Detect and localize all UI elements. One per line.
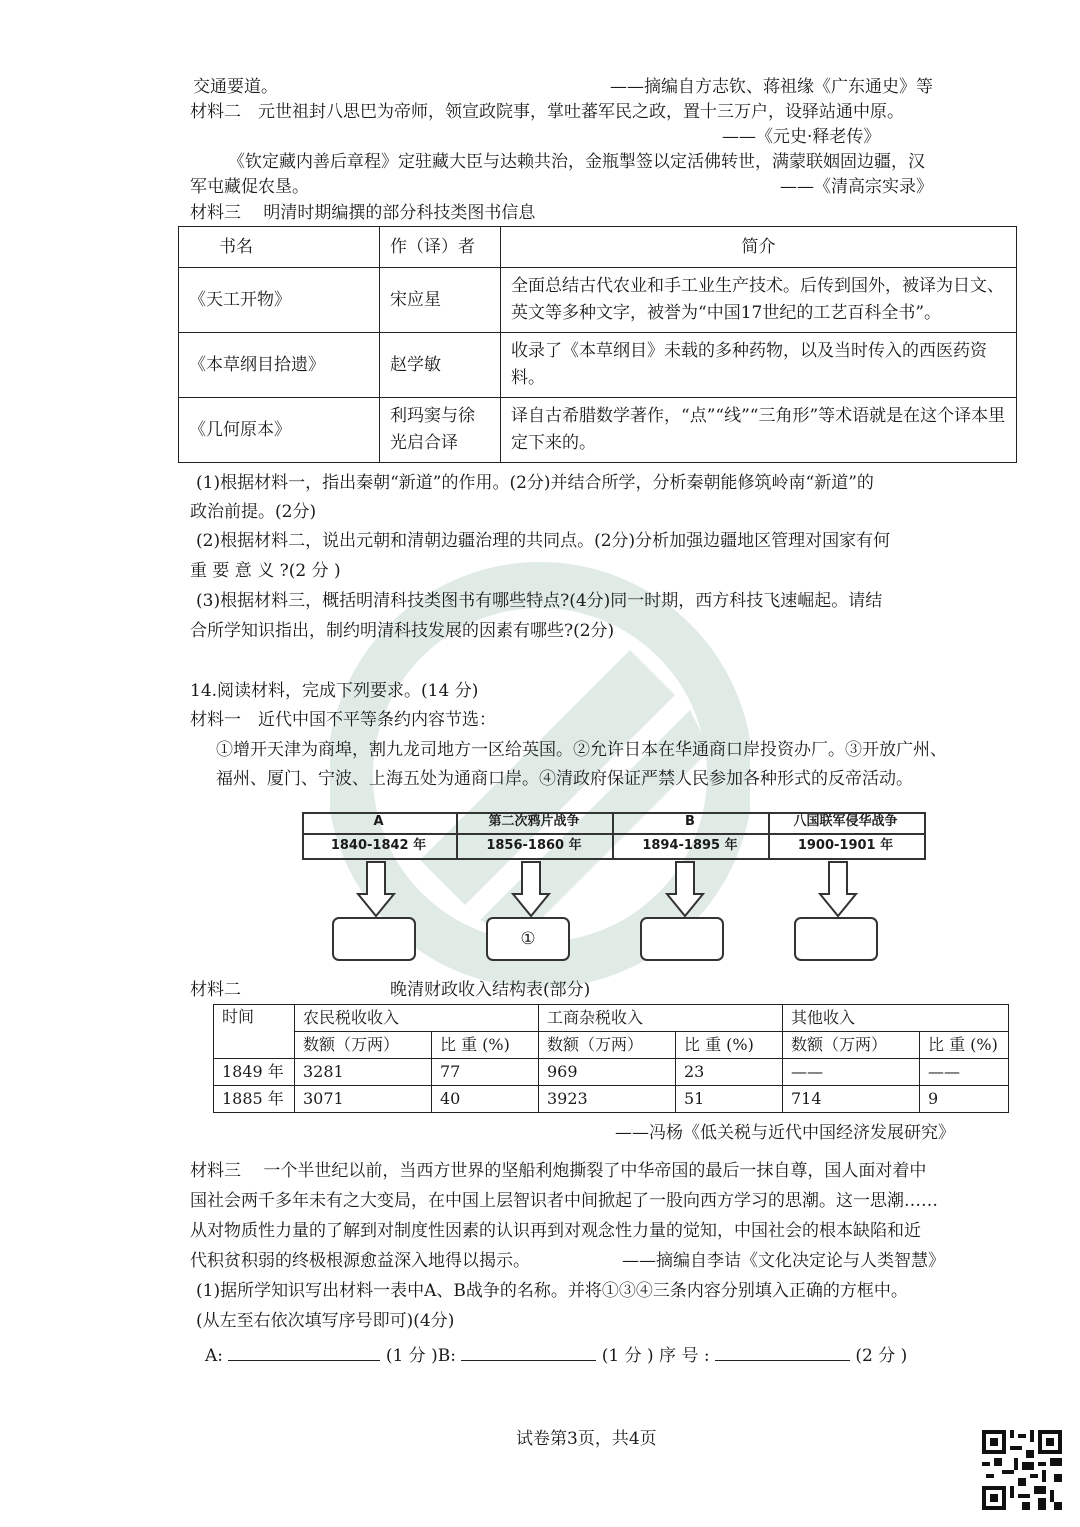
table-row bbox=[214, 1086, 1009, 1113]
table-cell: 23 bbox=[676, 1059, 783, 1086]
war-label: A bbox=[373, 814, 384, 829]
points-label: (1 分 ) 序 号 : bbox=[601, 1346, 710, 1366]
header-cell: 工商杂税收入 bbox=[539, 1005, 783, 1032]
header-cell: 简介 bbox=[501, 227, 1017, 268]
header-cell: 比 重 (%) bbox=[920, 1032, 1009, 1059]
header-cell: 数额（万两） bbox=[539, 1032, 676, 1059]
war-label: 第二次鸦片战争 bbox=[488, 814, 580, 829]
timeline-lines bbox=[300, 810, 926, 920]
question-14-title: 14.阅读材料，完成下列要求。(14 分) bbox=[190, 681, 479, 701]
blank-sequence-field[interactable] bbox=[715, 1344, 850, 1361]
table-cell: 714 bbox=[783, 1086, 920, 1113]
material-2-title: 晚清财政收入结构表(部分) bbox=[390, 980, 591, 1000]
question-14-1: (从左至右依次填写序号即可)(4分) bbox=[196, 1311, 455, 1331]
down-arrow-icon bbox=[358, 862, 394, 916]
question-13-2: (2)根据材料二，说出元朝和清朝边疆治理的共同点。(2分)分析加强边疆地区管理对国家有何 bbox=[196, 531, 891, 551]
table-cell: 3281 bbox=[295, 1059, 432, 1086]
question-13-3: (3)根据材料三，概括明清科技类图书有哪些特点?(4分)同一时期，西方科技飞速崛起。请结 bbox=[196, 591, 883, 611]
table-cell: —— bbox=[920, 1059, 1009, 1086]
table-cell: 3071 bbox=[295, 1086, 432, 1113]
material-3-text: 材料三 一个半世纪以前，当西方世界的坚船利炮撕裂了中华帝国的最后一抹自尊，国人面对着中 bbox=[190, 1161, 927, 1181]
table-cell: 1849 年 bbox=[214, 1059, 295, 1086]
table-cell: 9 bbox=[920, 1086, 1009, 1113]
question-13-2: 重 要 意 义 ?(2 分 ) bbox=[190, 561, 341, 581]
text-line: 交通要道。 bbox=[193, 77, 278, 97]
points-label: (1 分 )B: bbox=[385, 1346, 456, 1366]
answer-box: ① bbox=[486, 917, 570, 961]
header-cell: 时间 bbox=[214, 1005, 295, 1059]
down-arrow-icon bbox=[667, 862, 703, 916]
table-cell: 969 bbox=[539, 1059, 676, 1086]
points-label: (2 分 ) bbox=[855, 1346, 908, 1366]
answer-box bbox=[332, 917, 416, 961]
year-label: 1856-1860 年 bbox=[486, 838, 582, 853]
material-1-text: ①增开天津为商埠，割九龙司地方一区给英国。②允许日本在华通商口岸投资办厂。③开放广州、 bbox=[216, 740, 947, 760]
table-cell: 译自古希腊数学著作，“点”“线”“三角形”等术语就是在这个译本里定下来的。 bbox=[501, 398, 1017, 463]
material-1-title: 材料一 近代中国不平等条约内容节选： bbox=[190, 710, 496, 730]
war-label: 八国联军侵华战争 bbox=[793, 814, 898, 829]
blank-a-field[interactable] bbox=[228, 1344, 380, 1361]
source-citation: ——冯杨《低关税与近代中国经济发展研究》 bbox=[615, 1123, 955, 1143]
page-footer: 试卷第3页，共4页 bbox=[516, 1429, 657, 1449]
answer-line bbox=[205, 1344, 907, 1367]
table-cell: 宋应星 bbox=[380, 268, 501, 333]
war-label: B bbox=[685, 814, 695, 829]
table-row bbox=[214, 1059, 1009, 1086]
qr-code-icon bbox=[982, 1430, 1062, 1510]
source-citation: ——摘编自方志钦、蒋祖缘《广东通史》等 bbox=[610, 77, 933, 97]
header-cell: 数额（万两） bbox=[783, 1032, 920, 1059]
year-label: 1894-1895 年 bbox=[642, 838, 738, 853]
material-3-text: 国社会两千多年未有之大变局，在中国上层智识者中间掀起了一股向西方学习的思潮。这一思潮…… bbox=[190, 1191, 938, 1211]
book-table bbox=[178, 226, 1017, 463]
blank-b-field[interactable] bbox=[461, 1344, 596, 1361]
material-1-text: 福州、厦门、宁波、上海五处为通商口岸。④清政府保证严禁人民参加各种形式的反帝活动。 bbox=[216, 769, 913, 789]
material-3-text: 从对物质性力量的了解到对制度性因素的认识再到对观念性力量的觉知，中国社会的根本缺陷和近 bbox=[190, 1221, 921, 1241]
question-13-1: (1)根据材料一，指出秦朝“新道”的作用。(2分)并结合所学，分析秦朝能修筑岭南“新道”的 bbox=[196, 473, 874, 493]
header-cell: 比 重 (%) bbox=[676, 1032, 783, 1059]
blank-a-label: A: bbox=[205, 1346, 224, 1366]
material-2-text: 材料二 元世祖封八思巴为帝师，领宣政院事，掌吐蕃军民之政，置十三万户，设驿站通中原。 bbox=[190, 102, 904, 122]
table-cell: 全面总结古代农业和手工业生产技术。后传到国外，被译为日文、英文等多种文字，被誉为“中国17世纪的工艺百科全书”。 bbox=[501, 268, 1017, 333]
question-14-1: (1)据所学知识写出材料一表中A、B战争的名称。并将①③④三条内容分别填入正确的方框中。 bbox=[196, 1281, 908, 1301]
header-cell: 比 重 (%) bbox=[432, 1032, 539, 1059]
year-label: 1900-1901 年 bbox=[797, 838, 894, 853]
question-13-3: 合所学知识指出，制约明清科技发展的因素有哪些?(2分) bbox=[190, 621, 615, 641]
year-label: 1840-1842 年 bbox=[330, 838, 427, 853]
text-line: 军屯藏促农垦。 bbox=[190, 177, 309, 197]
answer-box bbox=[640, 917, 724, 961]
header-cell: 作（译）者 bbox=[380, 227, 501, 268]
table-cell: —— bbox=[783, 1059, 920, 1086]
header-cell: 数额（万两） bbox=[295, 1032, 432, 1059]
down-arrow-icon bbox=[820, 862, 856, 916]
source-citation: ——《清高宗实录》 bbox=[780, 177, 933, 197]
material-3-text: 代积贫积弱的终极根源愈益深入地得以揭示。 bbox=[190, 1251, 530, 1271]
table-cell: 3923 bbox=[539, 1086, 676, 1113]
table-cell: 《本草纲目拾遗》 bbox=[179, 333, 380, 398]
down-arrow-icon bbox=[513, 862, 549, 916]
table-cell: 赵学敏 bbox=[380, 333, 501, 398]
table-cell: 《几何原本》 bbox=[179, 398, 380, 463]
question-13-1: 政治前提。(2分) bbox=[190, 502, 317, 522]
material-2-label: 材料二 bbox=[190, 980, 241, 1000]
material-3-title: 材料三 明清时期编撰的部分科技类图书信息 bbox=[190, 203, 536, 223]
text-line: 《钦定藏内善后章程》定驻藏大臣与达赖共治，金瓶掣签以定活佛转世，满蒙联姻固边疆，汉 bbox=[228, 152, 925, 172]
source-citation: ——摘编自李诘《文化决定论与人类智慧》 bbox=[622, 1251, 945, 1271]
table-cell: 收录了《本草纲目》未载的多种药物，以及当时传入的西医药资料。 bbox=[501, 333, 1017, 398]
header-cell: 书名 bbox=[179, 227, 380, 268]
table-cell: 40 bbox=[432, 1086, 539, 1113]
table-cell: 1885 年 bbox=[214, 1086, 295, 1113]
table-cell: 51 bbox=[676, 1086, 783, 1113]
header-cell: 其他收入 bbox=[783, 1005, 1009, 1032]
table-cell: 《天工开物》 bbox=[179, 268, 380, 333]
header-cell: 农民税收收入 bbox=[295, 1005, 539, 1032]
table-cell: 利玛窦与徐光启合译 bbox=[380, 398, 501, 463]
table-cell: 77 bbox=[432, 1059, 539, 1086]
finance-table bbox=[213, 1004, 1009, 1113]
source-citation: ——《元史·释老传》 bbox=[722, 127, 881, 147]
answer-box bbox=[794, 917, 878, 961]
